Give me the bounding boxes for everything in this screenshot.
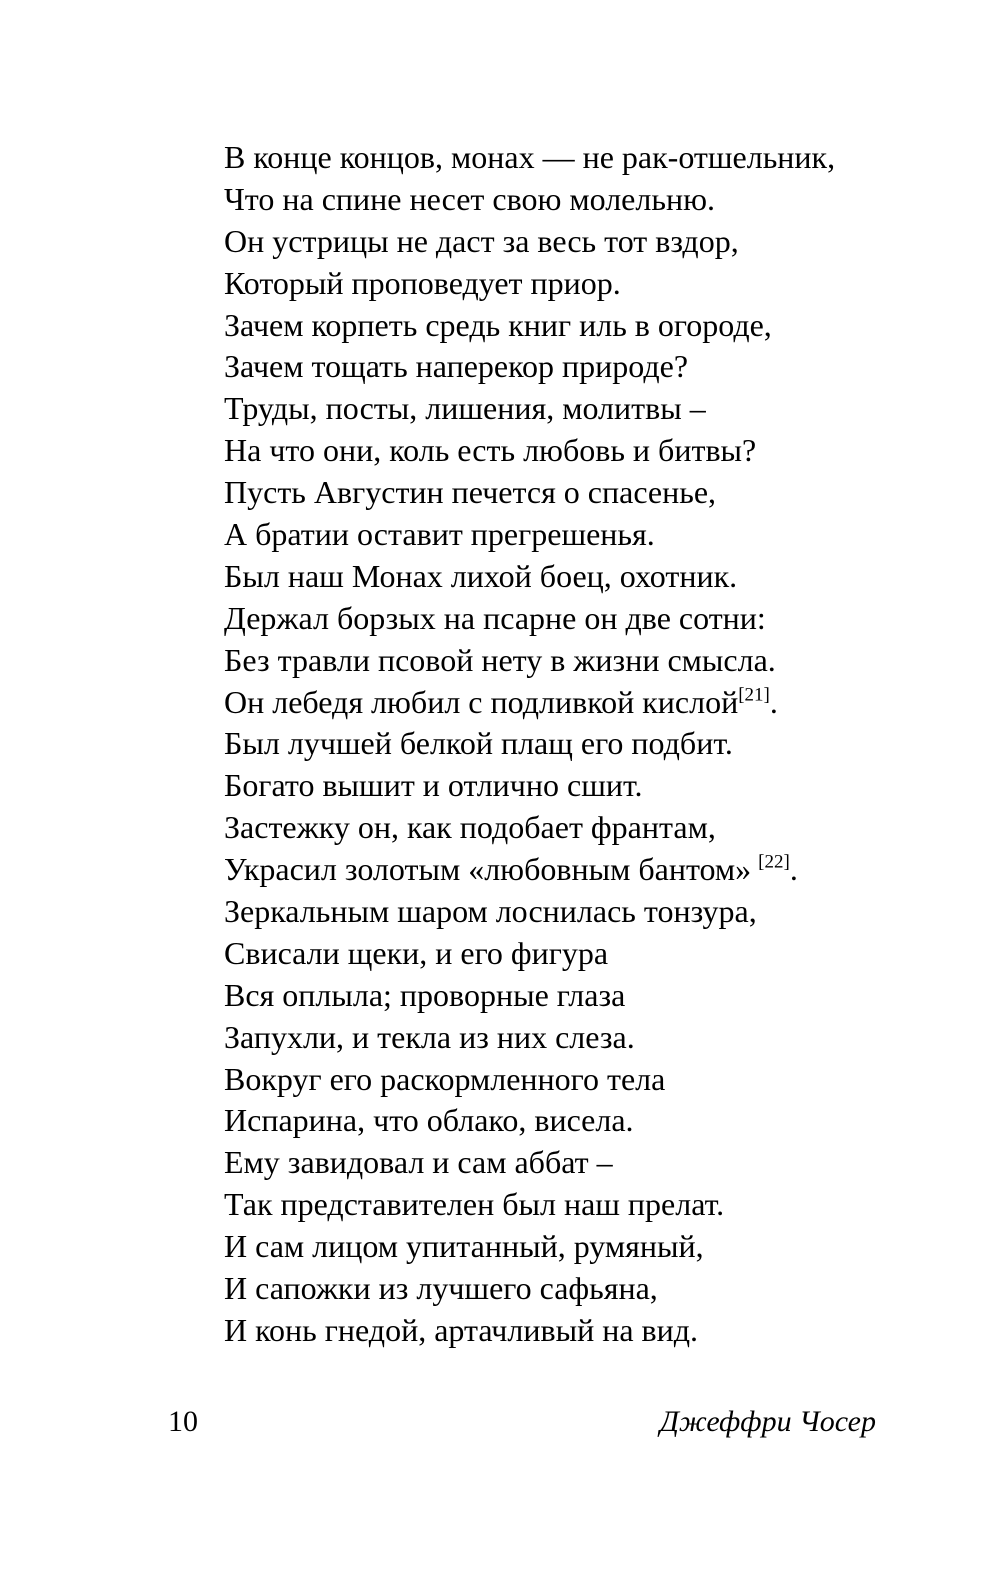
line-end-punctuation: . [769,683,778,720]
poem-line: На что они, коль есть любовь и битвы? [224,432,757,469]
page-footer [168,1400,876,1444]
poem-line: Так представителен был наш прелат. [224,1186,725,1223]
line-end-punctuation: . [789,851,798,888]
poem-line: А братии оставит прегрешенья. [224,516,655,553]
footnote-ref-21[interactable]: [21] [738,684,770,706]
poem-line: В конце концов, монах — не рак-отшельник, [224,139,836,175]
poem-line: И сапожки из лучшего сафьяна, [224,1270,658,1307]
poem-line: Был наш Монах лихой боец, охотник. [224,557,738,594]
poem-line: Без травли псовой нету в жизни смысла. [224,641,776,678]
poem-line: Был лучшей белкой плащ его подбит. [224,725,733,762]
poem-text [224,137,835,1352]
poem-line: Он устрицы не даст за весь тот вздор, [224,222,739,259]
poem-line: И сам лицом упитанный, румяный, [224,1228,704,1265]
poem-line: Держал борзых на псарне он две сотни: [224,599,766,636]
poem-line: Ему завидовал и сам аббат – [224,1144,613,1181]
poem-line-with-note [224,682,835,724]
poem-line: Зачем тощать наперекор природе? [224,348,689,385]
poem-line: Труды, посты, лишения, молитвы – [224,390,706,427]
running-footer-author: Джеффри Чосер [659,1405,876,1438]
poem-line: Застежку он, как подобает франтам, [224,809,716,846]
page-number: 10 [168,1405,198,1438]
poem-line-with-note [224,849,835,891]
poem-line-text: Он лебедя любил с подливкой кислой [224,683,739,720]
poem-line: И конь гнедой, артачливый на вид. [224,1311,699,1348]
poem-line-text: Украсил золотым «любовным бантом» [224,851,752,888]
poem-line: Зачем корпеть средь книг иль в огороде, [224,306,772,343]
poem-line: Запухли, и текла из них слеза. [224,1018,635,1055]
poem-line: Свисали щеки, и его фигура [224,934,609,971]
poem-line: Зеркальным шаром лоснилась тонзура, [224,893,757,930]
poem-line: Вся оплыла; проворные глаза [224,976,626,1013]
poem-line: Испарина, что облако, висела. [224,1102,634,1139]
poem-line: Вокруг его раскормленного тела [224,1060,666,1097]
footnote-ref-22[interactable]: [22] [758,851,790,873]
poem-line: Богато вышит и отлично сшит. [224,767,643,804]
poem-line: Пусть Августин печется о спасенье, [224,474,717,511]
poem-line: Что на спине несет свою молельню. [224,180,715,217]
poem-line: Который проповедует приор. [224,264,621,301]
